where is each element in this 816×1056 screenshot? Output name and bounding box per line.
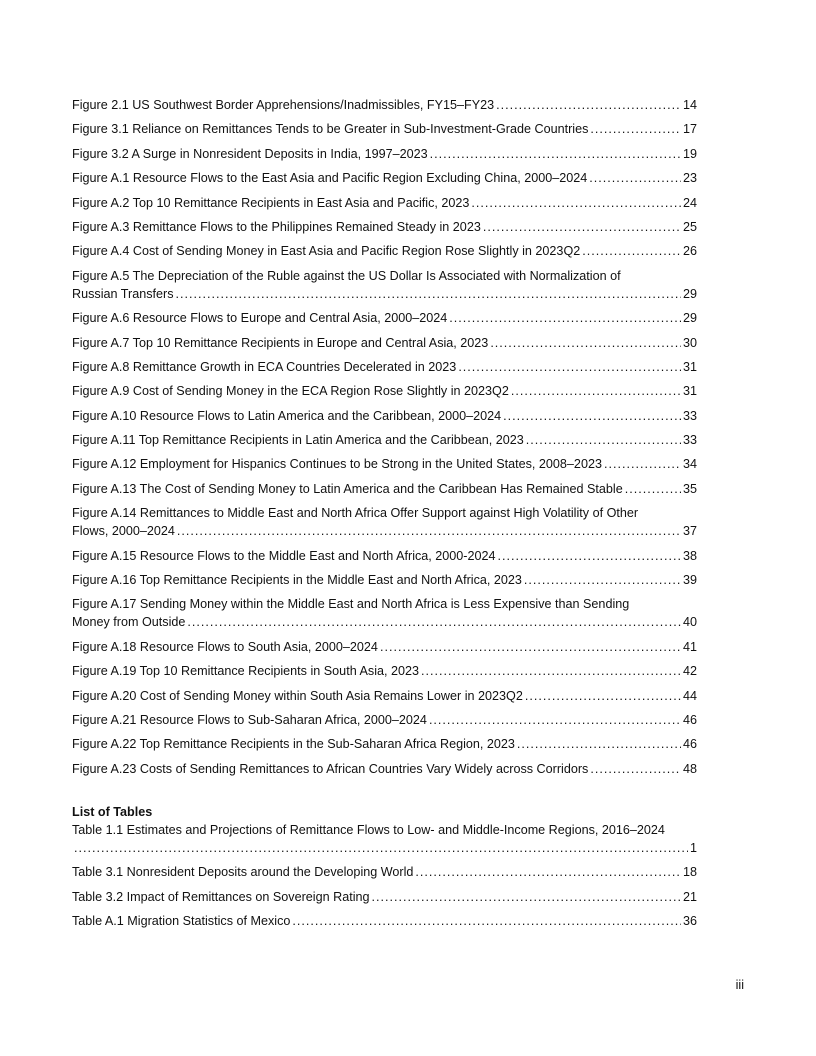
dot-leader xyxy=(430,145,681,163)
figure-entry[interactable] xyxy=(72,760,697,778)
dot-leader xyxy=(372,888,681,906)
figure-entry-title: Figure 2.1 US Southwest Border Apprehensions/Inadmissibles, FY15–FY23 xyxy=(72,98,495,112)
figure-entry-title: Figure A.1 Resource Flows to the East Asia and Pacific Region Excluding China, 2000–2024 xyxy=(72,171,588,186)
list-of-tables-heading: List of Tables xyxy=(72,804,153,819)
figure-entry[interactable] xyxy=(72,334,697,352)
figure-entry-page-number: 31 xyxy=(682,359,697,374)
dot-leader xyxy=(429,711,681,729)
figure-entry-title: Figure A.16 Top Remittance Recipients in the Middle East and North Africa, 2023 xyxy=(72,573,522,588)
list-of-figures xyxy=(72,96,697,778)
figure-entry-row xyxy=(72,96,697,114)
figure-entry-title-line: Figure A.17 Sending Money within the Middle East and North Africa is Less Expensive than Sending xyxy=(72,597,630,612)
figure-entry-page-number: 35 xyxy=(682,481,697,496)
figure-entry[interactable] xyxy=(72,358,697,376)
figure-entry[interactable] xyxy=(72,382,697,400)
figure-entry-title: Figure A.2 Top 10 Remittance Recipients in East Asia and Pacific, 2023 xyxy=(72,195,470,210)
figure-entry-row xyxy=(72,547,697,565)
figure-entry-page-number: 41 xyxy=(682,639,697,654)
figure-entry-row xyxy=(72,194,697,212)
figure-entry[interactable] xyxy=(72,145,697,163)
table-entry[interactable] xyxy=(72,888,697,906)
figure-entry-title: Russian Transfers xyxy=(72,286,174,301)
figure-entry-page-number: 38 xyxy=(682,548,697,563)
figure-entry[interactable] xyxy=(72,455,697,473)
figure-entry[interactable] xyxy=(72,687,697,705)
list-of-tables xyxy=(72,821,697,930)
table-entry-row xyxy=(72,912,697,930)
figure-entry-page-number: 26 xyxy=(682,244,697,259)
figure-entry-page-number: 31 xyxy=(682,384,697,399)
table-entry-title-line: Table 1.1 Estimates and Projections of Remittance Flows to Low- and Middle-Income Regions, 2016–2024 xyxy=(72,822,665,837)
dot-leader xyxy=(490,334,681,352)
figure-entry-row xyxy=(72,334,697,352)
dot-leader xyxy=(292,912,681,930)
table-entry-row xyxy=(72,863,697,881)
table-entry-page-number: 21 xyxy=(682,889,697,904)
table-entry[interactable] xyxy=(72,821,697,857)
dot-leader xyxy=(177,522,681,540)
figure-entry-row xyxy=(72,218,697,236)
figure-entry-page-number: 48 xyxy=(682,761,697,776)
figure-entry-title-line: Figure A.14 Remittances to Middle East and North Africa Offer Support against High Volatility of Other xyxy=(72,506,639,521)
figure-entry-page-number: 33 xyxy=(682,433,697,448)
figure-entry-page-number: 40 xyxy=(682,615,697,630)
figure-entry-title: Figure A.21 Resource Flows to Sub-Saharan Africa, 2000–2024 xyxy=(72,712,427,727)
figure-entry-row xyxy=(72,169,697,187)
table-entry-page-number: 18 xyxy=(682,865,697,880)
figure-entry-page-number: 23 xyxy=(682,171,697,186)
figure-entry-row xyxy=(72,242,697,260)
figure-entry-title: Flows, 2000–2024 xyxy=(72,524,175,539)
figure-entry-title: Figure A.10 Resource Flows to Latin America and the Caribbean, 2000–2024 xyxy=(72,408,502,423)
figure-entry-row xyxy=(72,613,697,631)
figure-entry-row xyxy=(72,480,697,498)
figure-entry-row xyxy=(72,407,697,425)
figure-entry-row xyxy=(72,662,697,680)
figure-entry-row xyxy=(72,760,697,778)
figure-entry-page-number: 33 xyxy=(682,408,697,423)
table-entry-row xyxy=(72,888,697,906)
figure-entry-row xyxy=(72,358,697,376)
table-entry[interactable] xyxy=(72,863,697,881)
figure-entry[interactable] xyxy=(72,735,697,753)
figure-entry-page-number: 14 xyxy=(682,98,697,112)
table-entry[interactable] xyxy=(72,912,697,930)
table-entry-row xyxy=(72,839,697,857)
figure-entry-page-number: 17 xyxy=(682,122,697,137)
dot-leader xyxy=(525,687,681,705)
figure-entry-title: Figure 3.2 A Surge in Nonresident Deposits in India, 1997–2023 xyxy=(72,146,428,161)
figure-entry[interactable] xyxy=(72,595,697,631)
figure-entry[interactable] xyxy=(72,120,697,138)
figure-entry-page-number: 46 xyxy=(682,737,697,752)
figure-entry-title: Figure A.4 Cost of Sending Money in East Asia and Pacific Region Rose Slightly in 2023Q2 xyxy=(72,244,581,259)
dot-leader xyxy=(471,194,681,212)
figure-entry[interactable] xyxy=(72,194,697,212)
figure-entry-page-number: 34 xyxy=(682,457,697,472)
figure-entry-row xyxy=(72,735,697,753)
figure-entry[interactable] xyxy=(72,267,697,303)
figure-entry-title: Figure A.9 Cost of Sending Money in the ECA Region Rose Slightly in 2023Q2 xyxy=(72,384,509,399)
figure-entry[interactable] xyxy=(72,711,697,729)
figure-entry-title: Figure A.22 Top Remittance Recipients in the Sub-Saharan Africa Region, 2023 xyxy=(72,737,515,752)
figure-entry-title: Figure A.6 Resource Flows to Europe and Central Asia, 2000–2024 xyxy=(72,311,448,326)
figure-entry-row xyxy=(72,638,697,656)
dot-leader xyxy=(517,735,681,753)
dot-leader xyxy=(380,638,681,656)
figure-entry[interactable] xyxy=(72,96,697,114)
figure-entry-row xyxy=(72,145,697,163)
figure-entry[interactable] xyxy=(72,407,697,425)
dot-leader xyxy=(74,839,688,857)
figure-entry-title-line: Figure A.5 The Depreciation of the Ruble against the US Dollar Is Associated with Normalization of xyxy=(72,268,621,283)
figure-entry-page-number: 46 xyxy=(682,712,697,727)
figure-entry[interactable] xyxy=(72,662,697,680)
figure-entry-title: Figure A.11 Top Remittance Recipients in Latin America and the Caribbean, 2023 xyxy=(72,433,524,448)
page-number: iii xyxy=(735,978,744,992)
figure-entry-title: Figure A.13 The Cost of Sending Money to Latin America and the Caribbean Has Remained Stable xyxy=(72,481,623,496)
figure-entry-title: Figure A.18 Resource Flows to South Asia, 2000–2024 xyxy=(72,639,378,654)
figure-entry-title: Figure A.15 Resource Flows to the Middle East and North Africa, 2000-2024 xyxy=(72,548,496,563)
figure-entry-title: Figure A.20 Cost of Sending Money within South Asia Remains Lower in 2023Q2 xyxy=(72,688,523,703)
dot-leader xyxy=(458,358,681,376)
dot-leader xyxy=(589,169,681,187)
table-entry-title: Table 3.2 Impact of Remittances on Sovereign Rating xyxy=(72,889,370,904)
figure-entry-page-number: 29 xyxy=(682,286,697,301)
table-entry-title: Table 3.1 Nonresident Deposits around the Developing World xyxy=(72,865,414,880)
dot-leader xyxy=(604,455,681,473)
dot-leader xyxy=(590,760,681,778)
figure-entry-title: Figure A.23 Costs of Sending Remittances to African Countries Vary Widely across Corridors xyxy=(72,761,589,776)
figure-entry-row xyxy=(72,522,697,540)
table-entry-page-number: 36 xyxy=(682,913,697,928)
figure-entry-row xyxy=(72,571,697,589)
figure-entry[interactable] xyxy=(72,169,697,187)
figure-entry[interactable] xyxy=(72,218,697,236)
dot-leader xyxy=(483,218,681,236)
dot-leader xyxy=(449,309,681,327)
figure-entry-row xyxy=(72,120,697,138)
figure-entry-page-number: 29 xyxy=(682,311,697,326)
dot-leader xyxy=(526,431,681,449)
dot-leader xyxy=(498,547,681,565)
figure-entry[interactable] xyxy=(72,309,697,327)
figure-entry[interactable] xyxy=(72,504,697,540)
figure-entry-row xyxy=(72,711,697,729)
figure-entry-row xyxy=(72,382,697,400)
dot-leader xyxy=(496,96,681,114)
figure-entry[interactable] xyxy=(72,242,697,260)
dot-leader xyxy=(582,242,681,260)
figure-entry-title: Figure A.19 Top 10 Remittance Recipients in South Asia, 2023 xyxy=(72,664,420,679)
figure-entry[interactable] xyxy=(72,431,697,449)
toc-page xyxy=(72,96,697,936)
dot-leader xyxy=(503,407,681,425)
figure-entry-page-number: 25 xyxy=(682,219,697,234)
figure-entry-page-number: 39 xyxy=(682,573,697,588)
figure-entry[interactable] xyxy=(72,571,697,589)
figure-entry-row xyxy=(72,687,697,705)
figure-entry-title: Money from Outside xyxy=(72,615,186,630)
dot-leader xyxy=(524,571,681,589)
figure-entry[interactable] xyxy=(72,638,697,656)
figure-entry-title: Figure A.12 Employment for Hispanics Continues to be Strong in the United States, 2008–2023 xyxy=(72,457,602,472)
figure-entry-title: Figure A.3 Remittance Flows to the Philippines Remained Steady in 2023 xyxy=(72,219,481,234)
table-entry-title: Table A.1 Migration Statistics of Mexico xyxy=(72,913,291,928)
figure-entry-page-number: 42 xyxy=(682,664,697,679)
figure-entry-page-number: 30 xyxy=(682,335,697,350)
figure-entry-row xyxy=(72,309,697,327)
dot-leader xyxy=(187,613,681,631)
dot-leader xyxy=(511,382,681,400)
dot-leader xyxy=(415,863,681,881)
dot-leader xyxy=(625,480,681,498)
figure-entry-page-number: 44 xyxy=(682,688,697,703)
figure-entry-row xyxy=(72,285,697,303)
figure-entry[interactable] xyxy=(72,547,697,565)
figure-entry-title: Figure A.7 Top 10 Remittance Recipients in Europe and Central Asia, 2023 xyxy=(72,335,489,350)
dot-leader xyxy=(421,662,681,680)
figure-entry-row xyxy=(72,431,697,449)
figure-entry-row xyxy=(72,455,697,473)
figure-entry-page-number: 24 xyxy=(682,195,697,210)
table-entry-page-number: 1 xyxy=(689,840,697,855)
figure-entry-title: Figure A.8 Remittance Growth in ECA Countries Decelerated in 2023 xyxy=(72,359,457,374)
figure-entry[interactable] xyxy=(72,480,697,498)
figure-entry-page-number: 19 xyxy=(682,146,697,161)
dot-leader xyxy=(590,120,681,138)
dot-leader xyxy=(176,285,681,303)
figure-entry-title: Figure 3.1 Reliance on Remittances Tends to be Greater in Sub-Investment-Grade Countries xyxy=(72,122,589,137)
figure-entry-page-number: 37 xyxy=(682,524,697,539)
